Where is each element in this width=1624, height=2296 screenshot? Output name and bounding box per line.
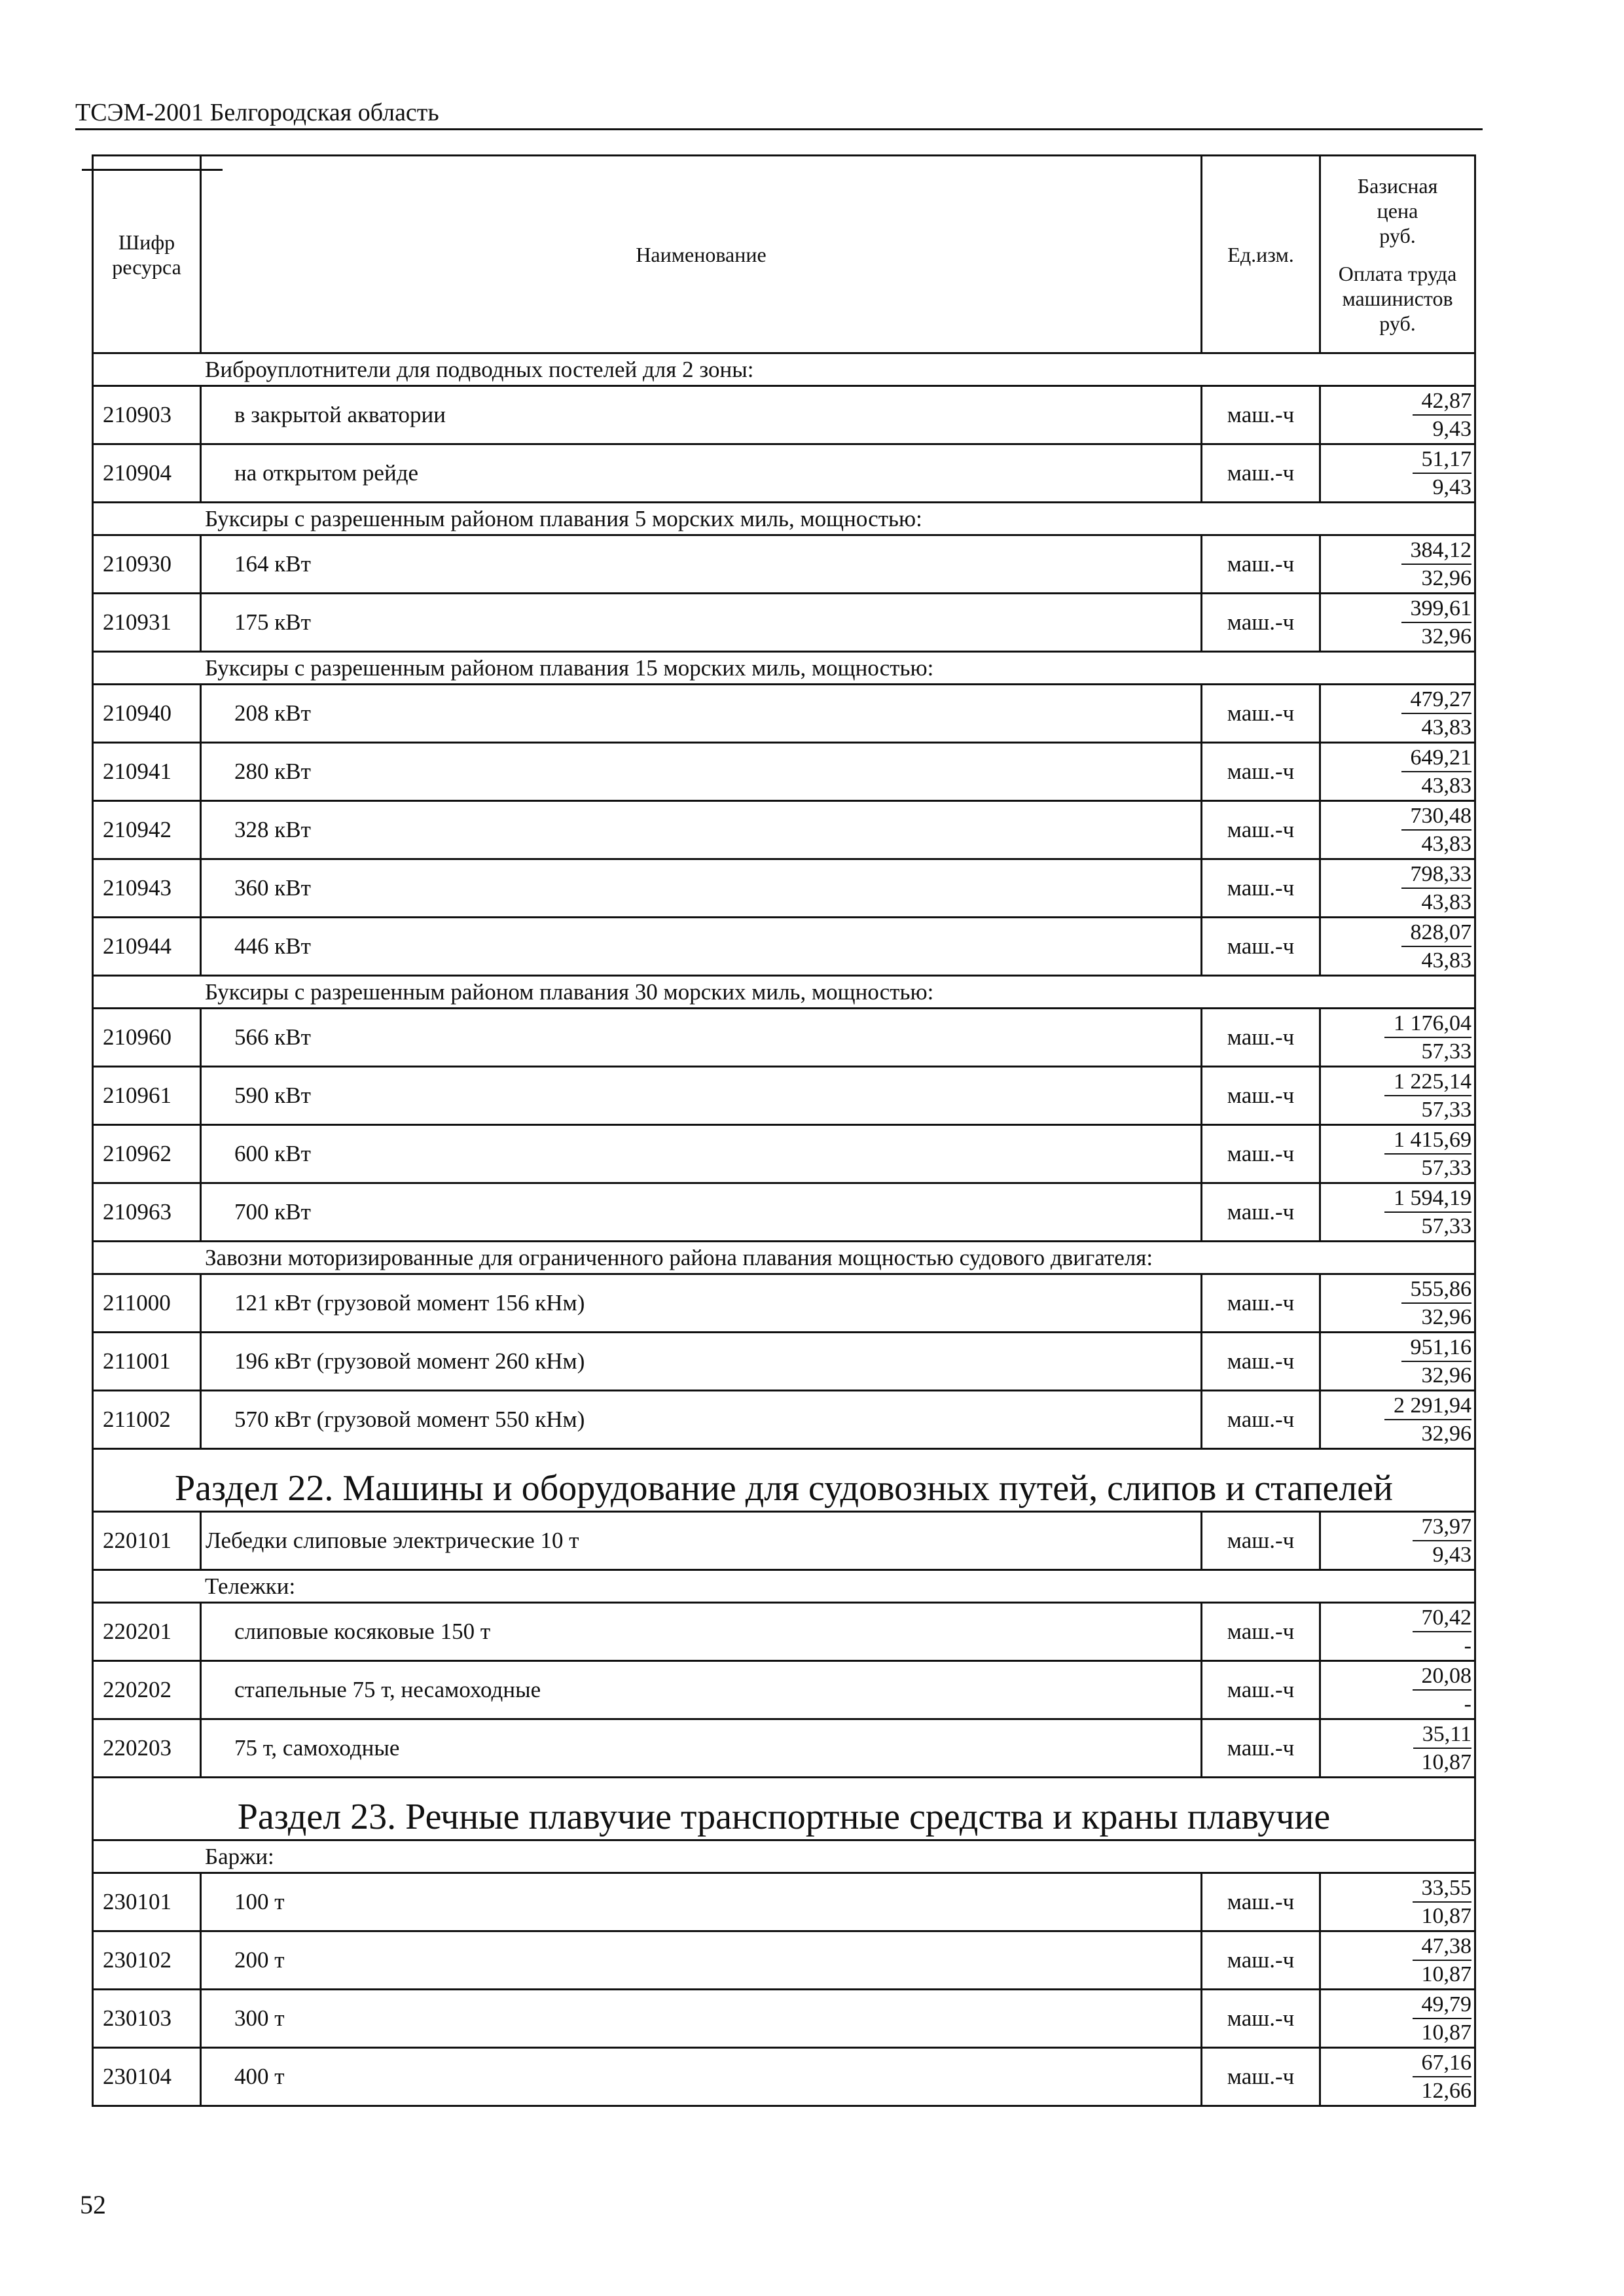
resource-name: 360 кВт xyxy=(201,859,1202,918)
resource-code: 230104 xyxy=(93,2048,201,2106)
price-cell xyxy=(1320,1183,1475,1242)
unit-of-measure: маш.-ч xyxy=(1202,1183,1320,1242)
unit-of-measure: маш.-ч xyxy=(1202,1661,1320,1719)
header-price-line: Оплата труда xyxy=(1338,261,1457,285)
column-header-price xyxy=(1320,156,1475,353)
unit-of-measure: маш.-ч xyxy=(1202,1512,1320,1570)
group-heading: Тележки: xyxy=(93,1570,1475,1603)
resource-name: 400 т xyxy=(201,2048,1202,2106)
operator-wage: 43,83 xyxy=(1421,774,1471,798)
price-cell xyxy=(1320,1333,1475,1391)
resource-code: 220201 xyxy=(93,1603,201,1661)
header-price-line: машинистов xyxy=(1342,286,1453,310)
section-title: Раздел 23. Речные плавучие транспортные средства и краны плавучие xyxy=(93,1778,1475,1840)
base-price: 1 176,04 xyxy=(1384,1010,1471,1038)
resource-code: 210943 xyxy=(93,859,201,918)
unit-of-measure: маш.-ч xyxy=(1202,685,1320,743)
base-price: 2 291,94 xyxy=(1384,1392,1471,1420)
table-row xyxy=(93,1391,1475,1449)
price-cell xyxy=(1320,594,1475,652)
base-price: 73,97 xyxy=(1413,1513,1472,1541)
group-heading-row xyxy=(93,1570,1475,1603)
base-price: 70,42 xyxy=(1413,1604,1472,1632)
operator-wage: 57,33 xyxy=(1421,1098,1471,1122)
operator-wage: 12,66 xyxy=(1421,2079,1471,2103)
resource-code: 210931 xyxy=(93,594,201,652)
price-cell xyxy=(1320,1512,1475,1570)
base-price: 828,07 xyxy=(1401,919,1472,947)
price-cell xyxy=(1320,859,1475,918)
base-price: 20,08 xyxy=(1413,1662,1472,1691)
table-row xyxy=(93,1661,1475,1719)
unit-of-measure: маш.-ч xyxy=(1202,1931,1320,1990)
resource-name: 121 кВт (грузовой момент 156 кНм) xyxy=(201,1274,1202,1333)
group-heading-row xyxy=(93,503,1475,535)
base-price: 67,16 xyxy=(1413,2049,1472,2077)
resource-name: 300 т xyxy=(201,1990,1202,2048)
price-cell xyxy=(1320,685,1475,743)
base-price: 951,16 xyxy=(1401,1334,1472,1362)
unit-of-measure: маш.-ч xyxy=(1202,1333,1320,1391)
price-cell xyxy=(1320,1391,1475,1449)
group-heading: Буксиры с разрешенным районом плавания 15 морских миль, мощностью: xyxy=(93,652,1475,685)
resource-name: в закрытой акватории xyxy=(201,386,1202,444)
resource-code: 210940 xyxy=(93,685,201,743)
header-code-line: ресурса xyxy=(112,255,181,279)
column-header-name: Наименование xyxy=(201,156,1202,353)
unit-of-measure: маш.-ч xyxy=(1202,859,1320,918)
table-row xyxy=(93,1009,1475,1067)
group-heading-row xyxy=(93,1242,1475,1274)
table-row xyxy=(93,743,1475,801)
group-heading: Буксиры с разрешенным районом плавания 5 морских миль, мощностью: xyxy=(93,503,1475,535)
table-row xyxy=(93,685,1475,743)
resource-name: 208 кВт xyxy=(201,685,1202,743)
header-price-line: цена xyxy=(1377,198,1418,223)
header-price-line: Базисная xyxy=(1357,173,1438,198)
base-price: 1 594,19 xyxy=(1384,1185,1471,1213)
resource-name: 590 кВт xyxy=(201,1067,1202,1125)
resource-code: 220101 xyxy=(93,1512,201,1570)
column-header-unit: Ед.изм. xyxy=(1202,156,1320,353)
resource-code: 230103 xyxy=(93,1990,201,2048)
base-price: 42,87 xyxy=(1413,387,1472,416)
operator-wage: 9,43 xyxy=(1432,1543,1471,1567)
column-header-code xyxy=(93,156,201,353)
operator-wage: 57,33 xyxy=(1421,1156,1471,1180)
group-heading: Виброуплотнители для подводных постелей для 2 зоны: xyxy=(93,353,1475,386)
table-row xyxy=(93,1603,1475,1661)
table-row xyxy=(93,1990,1475,2048)
price-cell xyxy=(1320,1990,1475,2048)
base-price: 555,86 xyxy=(1401,1276,1472,1304)
resource-code: 230102 xyxy=(93,1931,201,1990)
table-row xyxy=(93,1125,1475,1183)
operator-wage: 43,83 xyxy=(1421,890,1471,914)
unit-of-measure: маш.-ч xyxy=(1202,1603,1320,1661)
resource-code: 210941 xyxy=(93,743,201,801)
base-price: 649,21 xyxy=(1401,744,1472,772)
unit-of-measure: маш.-ч xyxy=(1202,1391,1320,1449)
resource-name: 75 т, самоходные xyxy=(201,1719,1202,1778)
table-row xyxy=(93,1067,1475,1125)
unit-of-measure: маш.-ч xyxy=(1202,1067,1320,1125)
group-heading-row xyxy=(93,652,1475,685)
operator-wage: - xyxy=(1464,1692,1471,1716)
unit-of-measure: маш.-ч xyxy=(1202,2048,1320,2106)
price-cell xyxy=(1320,1067,1475,1125)
unit-of-measure: маш.-ч xyxy=(1202,743,1320,801)
resource-code: 210962 xyxy=(93,1125,201,1183)
resource-code: 211002 xyxy=(93,1391,201,1449)
section-title-row xyxy=(93,1778,1475,1840)
base-price: 1 415,69 xyxy=(1384,1126,1471,1155)
operator-wage: 57,33 xyxy=(1421,1039,1471,1064)
price-cell xyxy=(1320,743,1475,801)
price-cell xyxy=(1320,535,1475,594)
base-price: 384,12 xyxy=(1401,537,1472,565)
price-cell xyxy=(1320,918,1475,976)
header-code-line: Шифр xyxy=(118,230,175,254)
price-cell xyxy=(1320,1125,1475,1183)
resource-code: 210930 xyxy=(93,535,201,594)
resource-name: 570 кВт (грузовой момент 550 кНм) xyxy=(201,1391,1202,1449)
resource-name: стапельные 75 т, несамоходные xyxy=(201,1661,1202,1719)
unit-of-measure: маш.-ч xyxy=(1202,1009,1320,1067)
price-cell xyxy=(1320,1274,1475,1333)
resource-code: 210944 xyxy=(93,918,201,976)
resource-code: 210961 xyxy=(93,1067,201,1125)
table-row xyxy=(93,2048,1475,2106)
price-cell xyxy=(1320,1931,1475,1990)
resource-name: 328 кВт xyxy=(201,801,1202,859)
group-heading-row xyxy=(93,1840,1475,1873)
table-row xyxy=(93,1183,1475,1242)
operator-wage: 43,83 xyxy=(1421,715,1471,740)
unit-of-measure: маш.-ч xyxy=(1202,1125,1320,1183)
operator-wage: 32,96 xyxy=(1421,1422,1471,1446)
unit-of-measure: маш.-ч xyxy=(1202,801,1320,859)
resource-code: 210903 xyxy=(93,386,201,444)
base-price: 399,61 xyxy=(1401,595,1472,623)
table-row xyxy=(93,801,1475,859)
price-cell xyxy=(1320,444,1475,503)
group-heading: Баржи: xyxy=(93,1840,1475,1873)
section-title-row xyxy=(93,1449,1475,1512)
price-cell xyxy=(1320,1661,1475,1719)
unit-of-measure: маш.-ч xyxy=(1202,1873,1320,1931)
table-row xyxy=(93,1719,1475,1778)
resource-name: 700 кВт xyxy=(201,1183,1202,1242)
page-number: 52 xyxy=(80,2190,106,2219)
resource-name: 196 кВт (грузовой момент 260 кНм) xyxy=(201,1333,1202,1391)
resource-code: 210963 xyxy=(93,1183,201,1242)
resource-name: 280 кВт xyxy=(201,743,1202,801)
resource-name: Лебедки слиповые электрические 10 т xyxy=(201,1512,1202,1570)
base-price: 479,27 xyxy=(1401,686,1472,714)
price-cell xyxy=(1320,1009,1475,1067)
resource-name: на открытом рейде xyxy=(201,444,1202,503)
table-row xyxy=(93,386,1475,444)
resource-name: 566 кВт xyxy=(201,1009,1202,1067)
unit-of-measure: маш.-ч xyxy=(1202,594,1320,652)
operator-wage: 43,83 xyxy=(1421,948,1471,973)
resource-name: 200 т xyxy=(201,1931,1202,1990)
table-row xyxy=(93,918,1475,976)
group-heading: Буксиры с разрешенным районом плавания 30 морских миль, мощностью: xyxy=(93,976,1475,1009)
table-row xyxy=(93,1931,1475,1990)
resource-code: 220202 xyxy=(93,1661,201,1719)
price-cell xyxy=(1320,2048,1475,2106)
base-price: 730,48 xyxy=(1401,802,1472,831)
header-rule xyxy=(75,128,1483,130)
price-cell xyxy=(1320,1603,1475,1661)
resource-code: 210904 xyxy=(93,444,201,503)
base-price: 798,33 xyxy=(1401,861,1472,889)
group-heading: Завозни моторизированные для ограниченного района плавания мощностью судового двигателя: xyxy=(93,1242,1475,1274)
resource-name: слиповые косяковые 150 т xyxy=(201,1603,1202,1661)
table-row xyxy=(93,594,1475,652)
resource-name: 446 кВт xyxy=(201,918,1202,976)
unit-of-measure: маш.-ч xyxy=(1202,1990,1320,2048)
resource-price-table xyxy=(92,154,1476,2107)
header-price-line: руб. xyxy=(1379,311,1416,335)
base-price: 35,11 xyxy=(1413,1721,1471,1749)
header-price-line: руб. xyxy=(1379,223,1416,247)
document-header-title: ТСЭМ-2001 Белгородская область xyxy=(75,99,439,126)
price-cell xyxy=(1320,801,1475,859)
unit-of-measure: маш.-ч xyxy=(1202,918,1320,976)
unit-of-measure: маш.-ч xyxy=(1202,444,1320,503)
group-heading-row xyxy=(93,976,1475,1009)
operator-wage: 9,43 xyxy=(1432,417,1471,441)
resource-code: 210942 xyxy=(93,801,201,859)
table-row xyxy=(93,1333,1475,1391)
operator-wage: 10,87 xyxy=(1421,1904,1471,1928)
price-cell xyxy=(1320,386,1475,444)
table-row xyxy=(93,535,1475,594)
unit-of-measure: маш.-ч xyxy=(1202,535,1320,594)
operator-wage: 9,43 xyxy=(1432,475,1471,499)
table-row xyxy=(93,859,1475,918)
table-row xyxy=(93,444,1475,503)
section-title: Раздел 22. Машины и оборудование для судовозных путей, слипов и стапелей xyxy=(93,1449,1475,1512)
table-row xyxy=(93,1274,1475,1333)
unit-of-measure: маш.-ч xyxy=(1202,1719,1320,1778)
operator-wage: 32,96 xyxy=(1421,624,1471,649)
operator-wage: 10,87 xyxy=(1421,2020,1471,2045)
resource-code: 210960 xyxy=(93,1009,201,1067)
operator-wage: 10,87 xyxy=(1421,1962,1471,1986)
resource-code: 211000 xyxy=(93,1274,201,1333)
table-row xyxy=(93,1873,1475,1931)
operator-wage: - xyxy=(1464,1634,1471,1658)
group-heading-row xyxy=(93,353,1475,386)
resource-code: 230101 xyxy=(93,1873,201,1931)
base-price: 51,17 xyxy=(1413,446,1472,474)
resource-name: 175 кВт xyxy=(201,594,1202,652)
resource-code: 220203 xyxy=(93,1719,201,1778)
operator-wage: 32,96 xyxy=(1421,1363,1471,1388)
resource-name: 100 т xyxy=(201,1873,1202,1931)
resource-name: 164 кВт xyxy=(201,535,1202,594)
price-cell xyxy=(1320,1873,1475,1931)
table-header-row xyxy=(93,156,1475,353)
resource-name: 600 кВт xyxy=(201,1125,1202,1183)
operator-wage: 57,33 xyxy=(1421,1214,1471,1238)
resource-code: 211001 xyxy=(93,1333,201,1391)
base-price: 47,38 xyxy=(1413,1933,1472,1961)
base-price: 1 225,14 xyxy=(1384,1068,1471,1096)
operator-wage: 32,96 xyxy=(1421,1305,1471,1329)
base-price: 33,55 xyxy=(1413,1874,1472,1903)
operator-wage: 43,83 xyxy=(1421,832,1471,856)
base-price: 49,79 xyxy=(1413,1991,1472,2019)
price-cell xyxy=(1320,1719,1475,1778)
operator-wage: 10,87 xyxy=(1421,1750,1471,1774)
table-row xyxy=(93,1512,1475,1570)
unit-of-measure: маш.-ч xyxy=(1202,386,1320,444)
unit-of-measure: маш.-ч xyxy=(1202,1274,1320,1333)
operator-wage: 32,96 xyxy=(1421,566,1471,590)
